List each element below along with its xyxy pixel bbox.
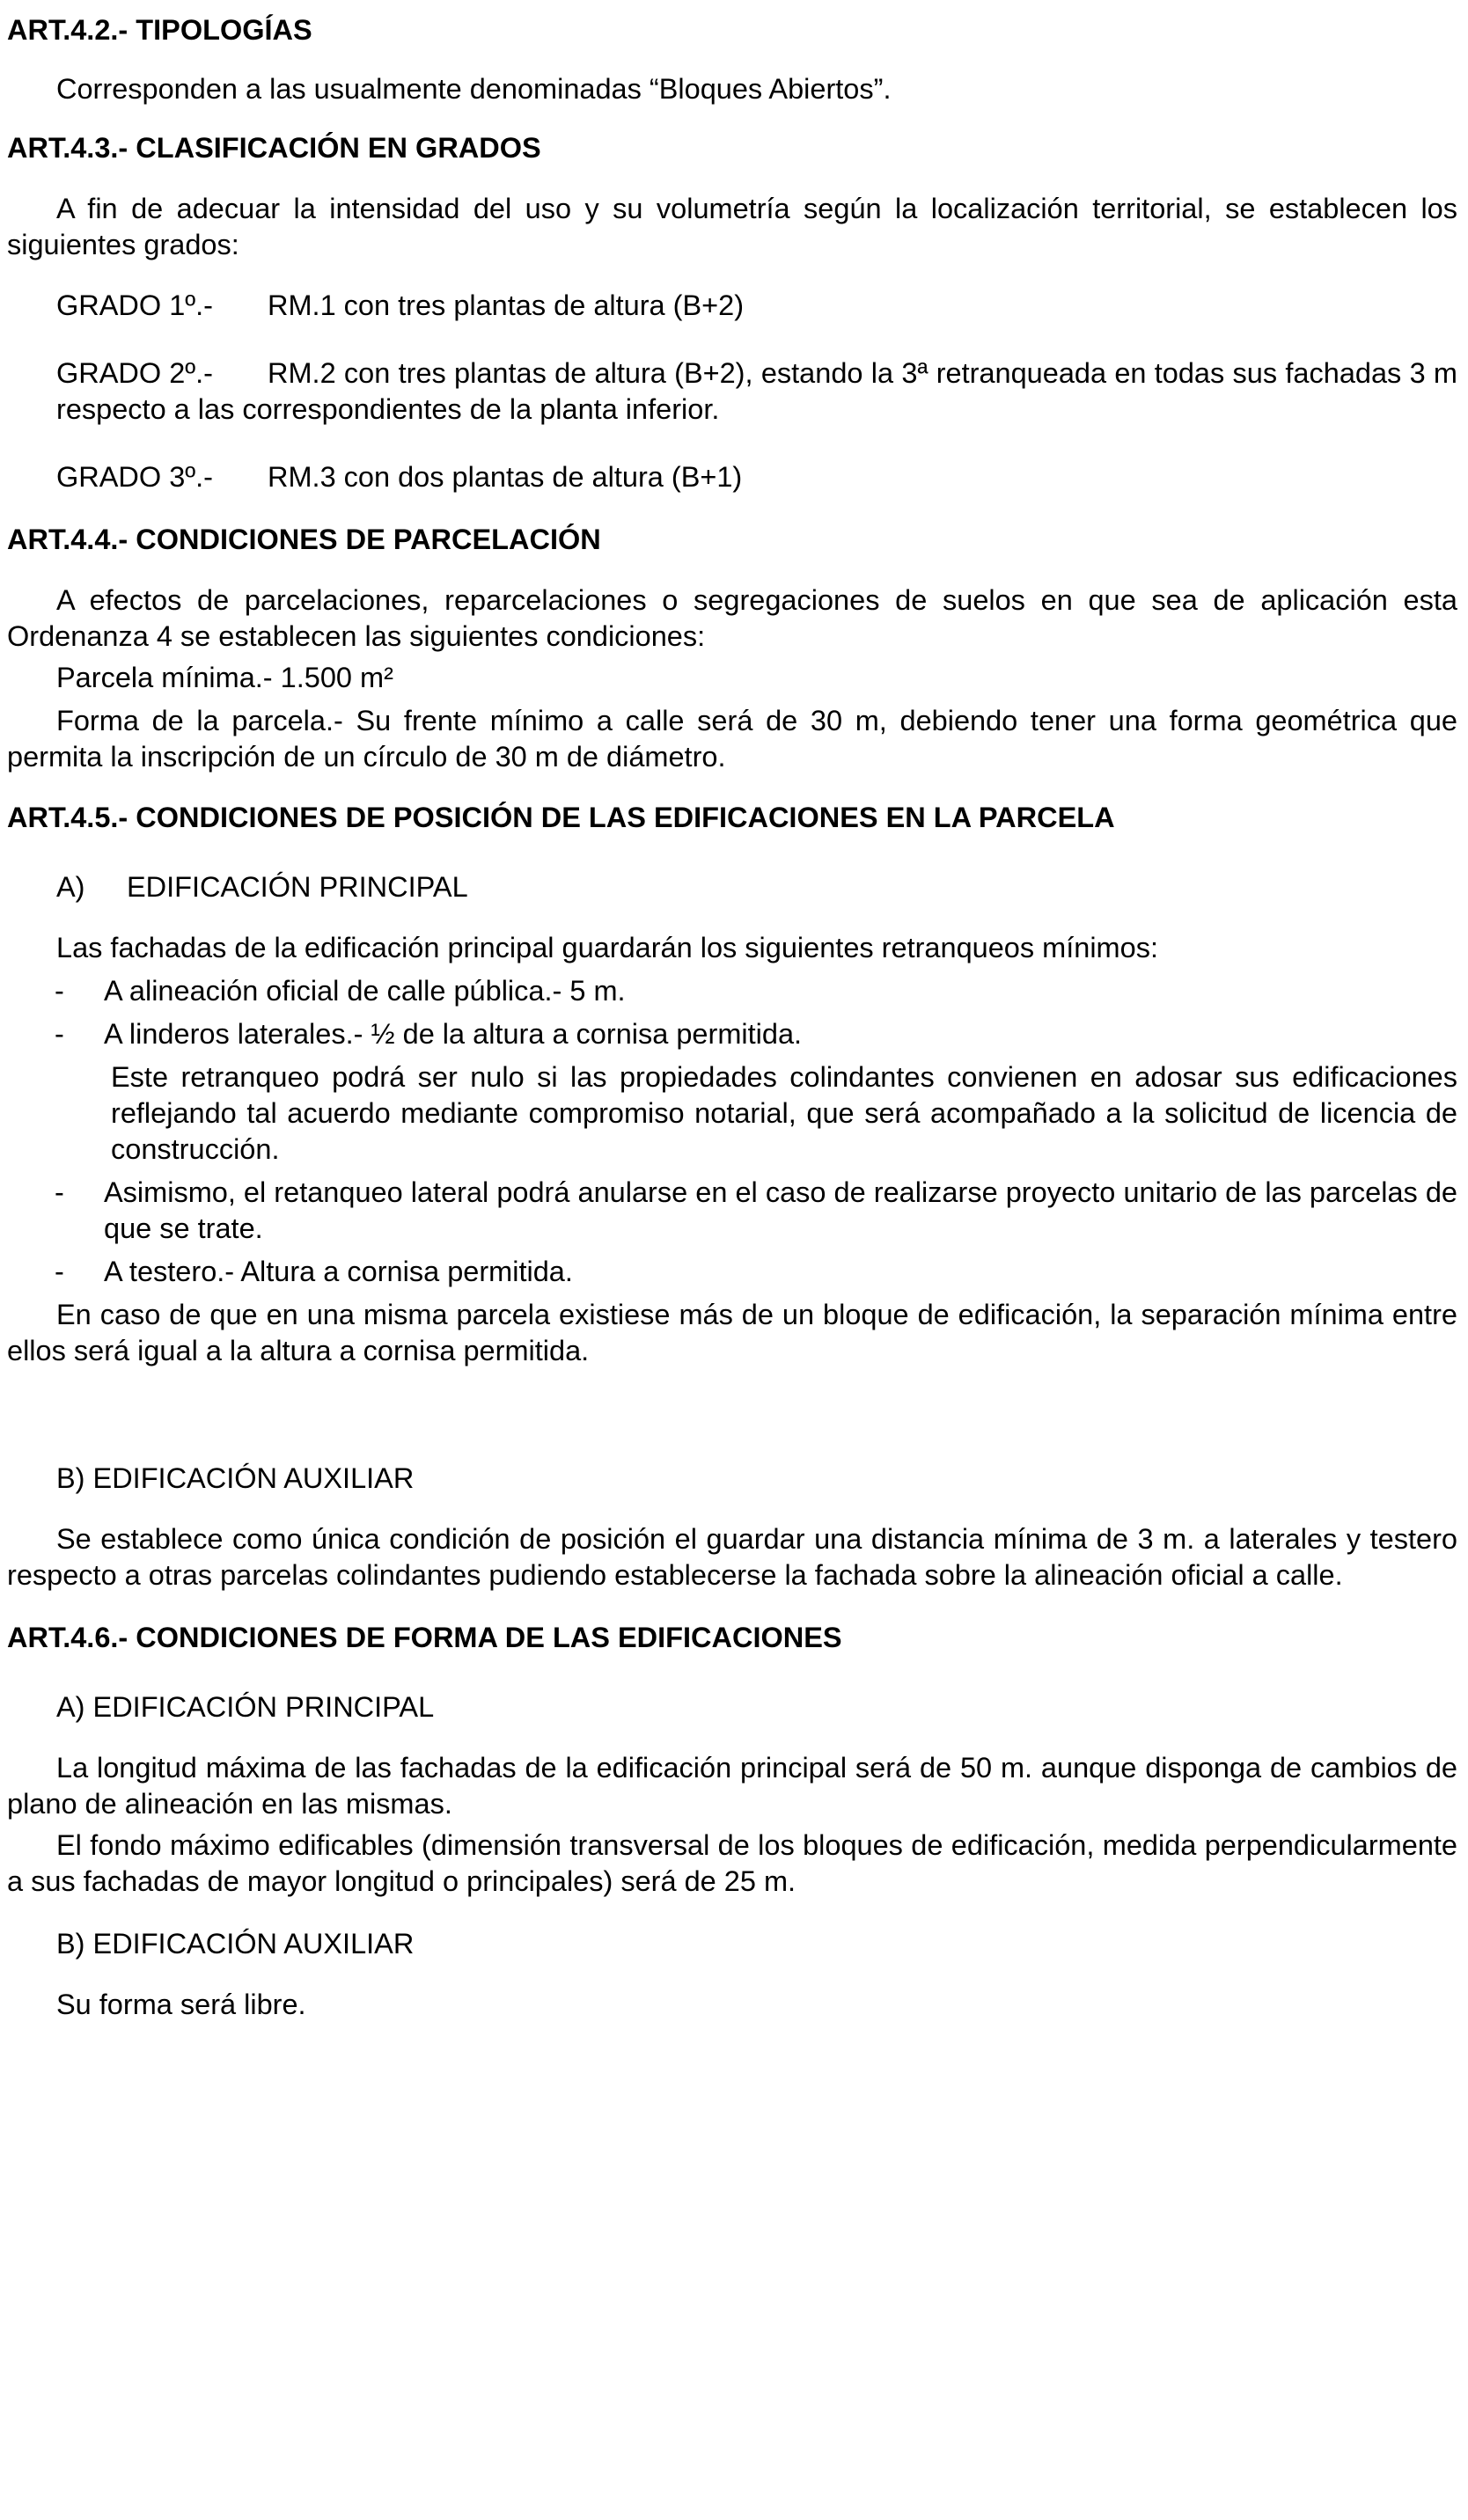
bullet-linderos-text: A linderos laterales.- ½ de la altura a cornisa permitida. xyxy=(104,1018,803,1050)
bullet-dash: - xyxy=(55,1018,64,1050)
paragraph-retranqueos-intro: Las fachadas de la edificación principal guardarán los siguientes retranqueos mínimos: xyxy=(56,932,1158,963)
grado-2-label: GRADO 2º.- xyxy=(56,357,214,389)
subsection-a-principal xyxy=(56,869,1457,905)
grado-1-text: RM.1 con tres plantas de altura (B+2) xyxy=(268,289,745,321)
paragraph-auxiliar-posicion: Se establece como única condición de posición el guardar una distancia mínima de 3 m. a laterales y testero respecto a otras parcelas colindantes pudiendo establecerse la fachada sobre la alineación oficial a calle. xyxy=(7,1523,1457,1591)
paragraph-longitud-fachadas: La longitud máxima de las fachadas de la edificación principal será de 50 m. aunque disponga de cambios de plano de alineación en las mismas. xyxy=(7,1752,1457,1820)
bullet-dash: - xyxy=(55,975,64,1007)
grado-3-label: GRADO 3º.- xyxy=(56,461,214,493)
heading-art-4-2: ART.4.2.- TIPOLOGÍAS xyxy=(7,14,312,46)
grado-3-text: RM.3 con dos plantas de altura (B+1) xyxy=(268,461,743,493)
subsection-a-principal-forma: A) EDIFICACIÓN PRINCIPAL xyxy=(56,1691,435,1723)
paragraph-forma-parcela: Forma de la parcela.- Su frente mínimo a calle será de 30 m, debiendo tener una forma geométrica que permita la inscripción de un círculo de 30 m de diámetro. xyxy=(7,705,1457,773)
grado-2-text: RM.2 con tres plantas de altura (B+2), estando la 3ª retranqueada en todas sus fachadas 3 m respecto a las correspondientes de la planta inferior. xyxy=(56,357,1457,425)
heading-art-4-6: ART.4.6.- CONDICIONES DE FORMA DE LAS EDIFICACIONES xyxy=(7,1622,842,1653)
grado-1 xyxy=(56,288,1457,324)
bullet-linderos xyxy=(7,1016,1457,1052)
subsection-b-auxiliar-forma: B) EDIFICACIÓN AUXILIAR xyxy=(56,1928,415,1960)
heading-art-4-5: ART.4.5.- CONDICIONES DE POSICIÓN DE LAS EDIFICACIONES EN LA PARCELA xyxy=(7,802,1115,833)
paragraph-clasificacion-intro: A fin de adecuar la intensidad del uso y su volumetría según la localización territorial, se establecen los siguientes grados: xyxy=(7,193,1457,260)
document-page xyxy=(7,12,1457,2023)
paragraph-separacion-bloques: En caso de que en una misma parcela existiese más de un bloque de edificación, la separación mínima entre ellos será igual a la altura a cornisa permitida. xyxy=(7,1299,1457,1366)
paragraph-tipologias: Corresponden a las usualmente denominadas “Bloques Abiertos”. xyxy=(56,73,892,105)
bullet-alineacion xyxy=(7,973,1457,1009)
bullet-proyecto-unitario xyxy=(7,1175,1457,1247)
heading-art-4-3: ART.4.3.- CLASIFICACIÓN EN GRADOS xyxy=(7,132,541,164)
heading-art-4-4: ART.4.4.- CONDICIONES DE PARCELACIÓN xyxy=(7,524,601,555)
bullet-dash: - xyxy=(55,1256,64,1287)
bullet-alineacion-text: A alineación oficial de calle pública.- 5 m. xyxy=(104,975,626,1007)
bullet-proyecto-unitario-text: Asimismo, el retanqueo lateral podrá anularse en el caso de realizarse proyecto unitario de las parcelas de que se trate. xyxy=(104,1176,1457,1244)
bullet-testero xyxy=(7,1254,1457,1290)
grado-2 xyxy=(56,355,1457,428)
paragraph-parcelacion-intro: A efectos de parcelaciones, reparcelaciones o segregaciones de suelos en que sea de aplicación esta Ordenanza 4 se establecen las siguientes condiciones: xyxy=(7,584,1457,652)
bullet-testero-text: A testero.- Altura a cornisa permitida. xyxy=(104,1256,573,1287)
subsection-a-title: EDIFICACIÓN PRINCIPAL xyxy=(127,871,468,903)
paragraph-fondo-maximo: El fondo máximo edificables (dimensión transversal de los bloques de edificación, medida perpendicularmente a sus fachadas de mayor longitud o principales) será de 25 m. xyxy=(7,1829,1457,1897)
subsection-b-auxiliar-title: B) EDIFICACIÓN AUXILIAR xyxy=(56,1462,415,1494)
paragraph-parcela-minima: Parcela mínima.- 1.500 m² xyxy=(56,662,393,693)
grado-3 xyxy=(56,459,1457,495)
grado-1-label: GRADO 1º.- xyxy=(56,289,214,321)
subsection-a-letter: A) xyxy=(56,871,85,903)
bullet-dash: - xyxy=(55,1176,64,1208)
paragraph-forma-libre: Su forma será libre. xyxy=(56,1989,306,2020)
paragraph-linderos-note: Este retranqueo podrá ser nulo si las propiedades colindantes convienen en adosar sus edificaciones reflejando tal acuerdo mediante compromiso notarial, que será acompañado a la solicitud de licencia de construcción. xyxy=(111,1061,1457,1165)
